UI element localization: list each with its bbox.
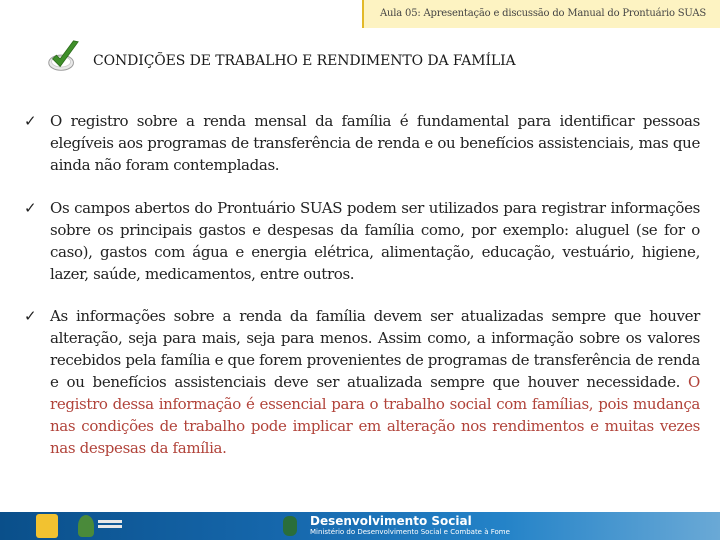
- bullet-item-1: [24, 110, 700, 176]
- section-title: CONDIÇÕES DE TRABALHO E RENDIMENTO DA FAMÍLIA: [93, 53, 516, 69]
- bullet-item-3: [24, 305, 700, 459]
- check-bullet-icon: ✓: [24, 112, 37, 130]
- check-bullet-icon: ✓: [24, 199, 37, 217]
- bullet-item-2: [24, 197, 700, 285]
- bullet-text: Os campos abertos do Prontuário SUAS podem ser utilizados para registrar informações sobre os principais gastos e despesas da família como, por exemplo: aluguel (se for o caso), gastos com água e energia elétrica, alimentação, educação, vestuário, higiene, lazer, saúde, medicamentos, entre outros.: [50, 199, 700, 283]
- partner-logo-text: [98, 520, 122, 532]
- bullet-text: [50, 305, 700, 459]
- ministry-icon: [283, 516, 297, 536]
- checkmark-icon: [44, 38, 82, 76]
- ministry-title: Desenvolvimento Social: [310, 514, 472, 528]
- bullet-text-main: As informações sobre a renda da família devem ser atualizadas sempre que houver alteração, seja para mais, seja para menos. Assim como, a informação sobre os valores recebidos pela família e que forem provenientes de programas de transferência de renda e ou benefícios assistenciais deve ser atualizada sempre que houver necessidade.: [50, 307, 700, 391]
- bullet-text: O registro sobre a renda mensal da família é fundamental para identificar pessoas elegíveis aos programas de transferência de renda e ou benefícios assistenciais, mas que ainda não foram contempladas.: [50, 112, 700, 174]
- partner-logo: [78, 515, 94, 537]
- ministry-subtitle: Ministério do Desenvolvimento Social e Combate à Fome: [310, 528, 510, 536]
- suas-logo: [36, 514, 58, 538]
- check-bullet-icon: ✓: [24, 307, 37, 325]
- course-title: Aula 05: Apresentação e discussão do Manual do Prontuário SUAS: [380, 8, 706, 19]
- highlighted-text: O registro dessa informação é essencial para o trabalho social com famílias, pois mudança nas condições de trabalho pode implicar em alteração nos rendimentos e muitas vezes nas despesas da família.: [50, 373, 700, 457]
- footer-bar: [0, 512, 720, 540]
- header-bar: [362, 0, 720, 28]
